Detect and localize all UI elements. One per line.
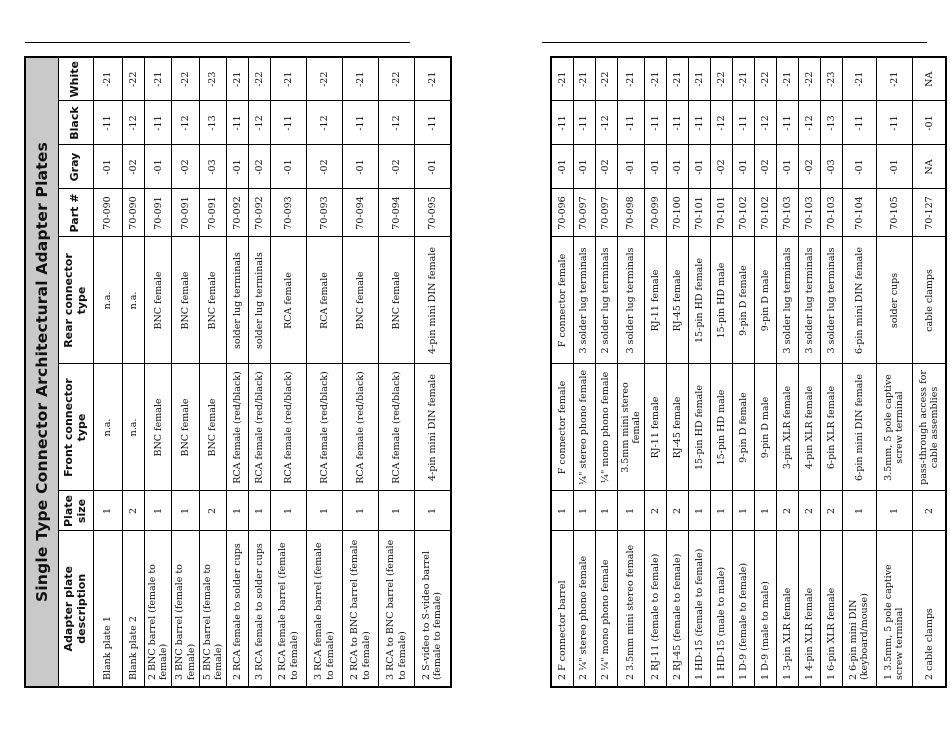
cell-black: -13: [820, 101, 842, 145]
cell-desc: Blank plate 2: [122, 531, 144, 687]
cell-desc: 2 3.5mm mini stereo female: [617, 531, 644, 687]
cell-rear: 3 solder lug terminals: [573, 237, 595, 364]
top-rule-right: [542, 42, 927, 43]
cell-gray: -01: [776, 145, 798, 189]
cell-desc: 5 BNC barrel (female to female): [199, 531, 226, 687]
cell-part: 70-104: [842, 189, 876, 237]
cell-part: 70-100: [666, 189, 688, 237]
cell-front: RCA female (red/black): [307, 364, 343, 491]
cell-front: RCA female (red/black): [227, 364, 249, 491]
cell-black: -12: [307, 101, 343, 145]
cell-white: -21: [776, 57, 798, 101]
cell-white: -21: [688, 57, 710, 101]
cell-front: RJ-11 female: [644, 364, 666, 491]
cell-desc: 2 ¼" stereo phono female: [573, 531, 595, 687]
cell-desc: 2 RJ-45 (female to female): [666, 531, 688, 687]
cell-black: -11: [343, 101, 379, 145]
table-row: [199, 57, 226, 687]
table-title: Single Type Connector Architectural Adapter Plates: [25, 57, 59, 687]
cell-part: 70-090: [122, 189, 144, 237]
cell-black: -11: [93, 101, 122, 145]
table-row: [573, 57, 595, 687]
table-row: [595, 57, 617, 687]
cell-black: -11: [666, 101, 688, 145]
cell-gray: -01: [842, 145, 876, 189]
header-white: White: [59, 57, 94, 101]
cell-desc: 2 cable clamps: [912, 531, 946, 687]
cell-desc: 3 RCA female barrel (female to female): [307, 531, 343, 687]
cell-desc: 1 3-pin XLR female: [776, 531, 798, 687]
cell-black: -11: [876, 101, 912, 145]
cell-rear: RJ-11 female: [644, 237, 666, 364]
cell-white: -22: [710, 57, 732, 101]
cell-white: -22: [172, 57, 199, 101]
table-row: [666, 57, 688, 687]
cell-white: -21: [876, 57, 912, 101]
cell-desc: 3 BNC barrel (female to female): [172, 531, 199, 687]
cell-part: 70-101: [688, 189, 710, 237]
cell-size: 1: [688, 491, 710, 531]
table-row: [912, 57, 946, 687]
cell-gray: -01: [415, 145, 451, 189]
cell-black: -12: [595, 101, 617, 145]
cell-rear: 4-pin mini DIN female: [415, 237, 451, 364]
cell-black: -11: [415, 101, 451, 145]
cell-white: -21: [227, 57, 249, 101]
cell-rear: RJ-45 female: [666, 237, 688, 364]
cell-size: 1: [595, 491, 617, 531]
cell-white: -21: [644, 57, 666, 101]
table-row: [754, 57, 776, 687]
table-row: [820, 57, 842, 687]
cell-part: 70-127: [912, 189, 946, 237]
cell-part: 70-101: [710, 189, 732, 237]
header-desc: Adapter plate description: [59, 531, 94, 687]
cell-front: 9-pin D female: [732, 364, 754, 491]
cell-gray: -02: [595, 145, 617, 189]
cell-rear: solder lug terminals: [249, 237, 271, 364]
cell-gray: -01: [666, 145, 688, 189]
table-row: [93, 57, 122, 687]
cell-desc: 1 3.5mm, 5 pole captive screw terminal: [876, 531, 912, 687]
cell-part: 70-091: [199, 189, 226, 237]
cell-white: -22: [798, 57, 820, 101]
cell-front: 3.5mm, 5 pole captive screw terminal: [876, 364, 912, 491]
cell-part: 70-096: [551, 189, 573, 237]
cell-rear: RCA female: [271, 237, 307, 364]
cell-rear: n.a.: [122, 237, 144, 364]
cell-size: 1: [172, 491, 199, 531]
cell-white: -22: [595, 57, 617, 101]
cell-part: 70-092: [227, 189, 249, 237]
cell-front: F connector female: [551, 364, 573, 491]
cell-gray: -03: [199, 145, 226, 189]
cell-desc: 1 D-9 (male to male): [754, 531, 776, 687]
cell-part: 70-105: [876, 189, 912, 237]
cell-desc: 2 RCA female barrel (female to female): [271, 531, 307, 687]
cell-gray: -02: [710, 145, 732, 189]
header-gray: Gray: [59, 145, 94, 189]
cell-white: -21: [666, 57, 688, 101]
cell-desc: 2 6-pin mini DIN (keyboard/mouse): [842, 531, 876, 687]
cell-part: 70-102: [732, 189, 754, 237]
cell-white: -22: [754, 57, 776, 101]
cell-rear: BNC female: [379, 237, 415, 364]
cell-black: -11: [227, 101, 249, 145]
header-row: [59, 57, 94, 687]
cell-gray: -01: [617, 145, 644, 189]
cell-desc: 1 6-pin XLR female: [820, 531, 842, 687]
cell-front: 4-pin XLR female: [798, 364, 820, 491]
cell-front: ¼" stereo phono female: [573, 364, 595, 491]
cell-desc: Blank plate 1: [93, 531, 122, 687]
cell-part: 70-097: [573, 189, 595, 237]
cell-front: BNC female: [172, 364, 199, 491]
cell-gray: -02: [798, 145, 820, 189]
cell-desc: 2 RJ-11 (female to female): [644, 531, 666, 687]
cell-gray: -02: [379, 145, 415, 189]
cell-gray: -01: [644, 145, 666, 189]
cell-size: 2: [666, 491, 688, 531]
cell-part: 70-093: [307, 189, 343, 237]
cell-rear: solder lug terminals: [227, 237, 249, 364]
cell-desc: 2 ¼" mono phono female: [595, 531, 617, 687]
cell-size: 1: [573, 491, 595, 531]
cell-part: 70-090: [93, 189, 122, 237]
cell-white: -23: [199, 57, 226, 101]
cell-front: n.a.: [93, 364, 122, 491]
cell-black: -11: [617, 101, 644, 145]
cell-gray: NA: [912, 145, 946, 189]
cell-front: 6-pin mini DIN female: [842, 364, 876, 491]
cell-white: -21: [271, 57, 307, 101]
left-page-rotated: [24, 56, 452, 688]
cell-rear: 3 solder lug terminals: [617, 237, 644, 364]
cell-white: -22: [122, 57, 144, 101]
cell-gray: -01: [551, 145, 573, 189]
cell-gray: -01: [573, 145, 595, 189]
cell-black: -11: [573, 101, 595, 145]
cell-size: 1: [379, 491, 415, 531]
table-row: [644, 57, 666, 687]
cell-size: 1: [754, 491, 776, 531]
cell-front: RJ-45 female: [666, 364, 688, 491]
cell-rear: F connector female: [551, 237, 573, 364]
left-table-body: [93, 57, 450, 687]
cell-black: -11: [732, 101, 754, 145]
cell-part: 70-094: [343, 189, 379, 237]
cell-size: 2: [644, 491, 666, 531]
cell-gray: -02: [754, 145, 776, 189]
cell-desc: 3 RCA to BNC barrel (female to female): [379, 531, 415, 687]
cell-rear: cable clamps: [912, 237, 946, 364]
cell-gray: -01: [271, 145, 307, 189]
cell-part: 70-103: [776, 189, 798, 237]
cell-white: -22: [307, 57, 343, 101]
table-row: [798, 57, 820, 687]
cell-front: 15-pin HD male: [710, 364, 732, 491]
cell-desc: 3 RCA female to solder cups: [249, 531, 271, 687]
cell-part: 70-093: [271, 189, 307, 237]
table-row: [710, 57, 732, 687]
cell-gray: -01: [343, 145, 379, 189]
cell-gray: -01: [93, 145, 122, 189]
right-page-rotated: [550, 56, 947, 688]
right-table-body: [551, 57, 946, 687]
cell-white: -21: [93, 57, 122, 101]
cell-rear: BNC female: [144, 237, 171, 364]
cell-black: -11: [842, 101, 876, 145]
table-row: [842, 57, 876, 687]
cell-part: 70-091: [172, 189, 199, 237]
cell-rear: 3 solder lug terminals: [820, 237, 842, 364]
cell-rear: 9-pin D female: [732, 237, 754, 364]
cell-size: 1: [617, 491, 644, 531]
cell-part: 70-103: [798, 189, 820, 237]
cell-front: RCA female (red/black): [249, 364, 271, 491]
cell-gray: -02: [249, 145, 271, 189]
table-row: [227, 57, 249, 687]
cell-gray: -01: [876, 145, 912, 189]
cell-desc: 1 D-9 (female to female): [732, 531, 754, 687]
cell-size: 1: [93, 491, 122, 531]
cell-front: 3.5mm mini stereo female: [617, 364, 644, 491]
cell-front: ¼" mono phono female: [595, 364, 617, 491]
cell-gray: -02: [172, 145, 199, 189]
cell-size: 2: [122, 491, 144, 531]
header-size: Plate size: [59, 491, 94, 531]
cell-size: 1: [732, 491, 754, 531]
cell-rear: 2 solder lug terminals: [595, 237, 617, 364]
cell-size: 1: [227, 491, 249, 531]
cell-rear: 6-pin mini DIN female: [842, 237, 876, 364]
cell-black: -12: [249, 101, 271, 145]
cell-rear: 9-pin D male: [754, 237, 776, 364]
cell-size: 1: [249, 491, 271, 531]
table-row: [249, 57, 271, 687]
cell-rear: BNC female: [199, 237, 226, 364]
cell-size: 2: [820, 491, 842, 531]
right-adapter-table: [550, 56, 947, 688]
table-row: [876, 57, 912, 687]
cell-black: -12: [379, 101, 415, 145]
table-row: [307, 57, 343, 687]
cell-size: 2: [798, 491, 820, 531]
left-adapter-table: [24, 56, 452, 688]
table-row: [379, 57, 415, 687]
cell-black: -01: [912, 101, 946, 145]
cell-black: -12: [798, 101, 820, 145]
cell-black: -12: [122, 101, 144, 145]
cell-part: 70-095: [415, 189, 451, 237]
table-row: [122, 57, 144, 687]
cell-desc: 2 RCA female to solder cups: [227, 531, 249, 687]
cell-white: NA: [912, 57, 946, 101]
cell-size: 2: [912, 491, 946, 531]
cell-gray: -02: [307, 145, 343, 189]
cell-gray: -01: [144, 145, 171, 189]
cell-white: -21: [144, 57, 171, 101]
cell-front: n.a.: [122, 364, 144, 491]
table-row: [172, 57, 199, 687]
cell-front: 9-pin D male: [754, 364, 776, 491]
cell-size: 1: [842, 491, 876, 531]
cell-front: RCA female (red/black): [343, 364, 379, 491]
cell-size: 1: [876, 491, 912, 531]
cell-part: 70-091: [144, 189, 171, 237]
cell-black: -11: [644, 101, 666, 145]
table-row: [343, 57, 379, 687]
cell-rear: 3 solder lug terminals: [798, 237, 820, 364]
cell-size: 1: [551, 491, 573, 531]
cell-size: 2: [199, 491, 226, 531]
cell-front: RCA female (red/black): [379, 364, 415, 491]
cell-front: BNC female: [144, 364, 171, 491]
cell-rear: BNC female: [172, 237, 199, 364]
cell-size: 1: [307, 491, 343, 531]
cell-front: BNC female: [199, 364, 226, 491]
header-black: Black: [59, 101, 94, 145]
header-rear: Rear connector type: [59, 237, 94, 364]
cell-black: -12: [754, 101, 776, 145]
header-front: Front connector type: [59, 364, 94, 491]
cell-desc: 1 HD-15 (female to female): [688, 531, 710, 687]
table-row: [415, 57, 451, 687]
table-row: [617, 57, 644, 687]
cell-white: -21: [732, 57, 754, 101]
cell-desc: 2 RCA to BNC barrel (female to female): [343, 531, 379, 687]
cell-gray: -02: [122, 145, 144, 189]
cell-black: -12: [172, 101, 199, 145]
cell-desc: 1 HD-15 (male to male): [710, 531, 732, 687]
cell-part: 70-097: [595, 189, 617, 237]
cell-desc: 2 S-video to S-video barrel (female to female): [415, 531, 451, 687]
cell-white: -21: [573, 57, 595, 101]
cell-white: -23: [820, 57, 842, 101]
cell-front: RCA female (red/black): [271, 364, 307, 491]
cell-size: 1: [144, 491, 171, 531]
header-part: Part #: [59, 189, 94, 237]
cell-front: 15-pin HD female: [688, 364, 710, 491]
cell-desc: 2 F connector barrel: [551, 531, 573, 687]
table-row: [144, 57, 171, 687]
cell-white: -22: [379, 57, 415, 101]
cell-part: 70-102: [754, 189, 776, 237]
cell-white: -21: [415, 57, 451, 101]
cell-desc: 1 4-pin XLR female: [798, 531, 820, 687]
cell-front: 3-pin XLR female: [776, 364, 798, 491]
top-rule-left: [25, 42, 410, 43]
cell-part: 70-098: [617, 189, 644, 237]
cell-desc: 2 BNC barrel (female to female): [144, 531, 171, 687]
cell-black: -11: [144, 101, 171, 145]
cell-black: -11: [551, 101, 573, 145]
cell-front: 6-pin XLR female: [820, 364, 842, 491]
cell-gray: -03: [820, 145, 842, 189]
cell-rear: RCA female: [307, 237, 343, 364]
cell-size: 1: [415, 491, 451, 531]
cell-white: -21: [617, 57, 644, 101]
cell-part: 70-094: [379, 189, 415, 237]
cell-black: -11: [776, 101, 798, 145]
cell-black: -11: [688, 101, 710, 145]
cell-size: 1: [710, 491, 732, 531]
table-row: [732, 57, 754, 687]
cell-white: -21: [551, 57, 573, 101]
cell-gray: -01: [227, 145, 249, 189]
cell-rear: 15-pin HD female: [688, 237, 710, 364]
cell-white: -21: [343, 57, 379, 101]
cell-black: -11: [271, 101, 307, 145]
cell-size: 1: [343, 491, 379, 531]
cell-white: -22: [249, 57, 271, 101]
cell-black: -13: [199, 101, 226, 145]
cell-front: 4-pin mini DIN female: [415, 364, 451, 491]
cell-rear: 3 solder lug terminals: [776, 237, 798, 364]
cell-part: 70-103: [820, 189, 842, 237]
table-row: [776, 57, 798, 687]
cell-gray: -01: [688, 145, 710, 189]
cell-front: pass-through access for cable assemblies: [912, 364, 946, 491]
table-row: [551, 57, 573, 687]
cell-rear: 15-pin HD male: [710, 237, 732, 364]
cell-white: -21: [842, 57, 876, 101]
cell-part: 70-099: [644, 189, 666, 237]
cell-rear: solder cups: [876, 237, 912, 364]
cell-rear: n.a.: [93, 237, 122, 364]
cell-size: 2: [776, 491, 798, 531]
cell-size: 1: [271, 491, 307, 531]
table-row: [271, 57, 307, 687]
cell-part: 70-092: [249, 189, 271, 237]
cell-black: -12: [710, 101, 732, 145]
table-row: [688, 57, 710, 687]
cell-rear: BNC female: [343, 237, 379, 364]
cell-gray: -01: [732, 145, 754, 189]
